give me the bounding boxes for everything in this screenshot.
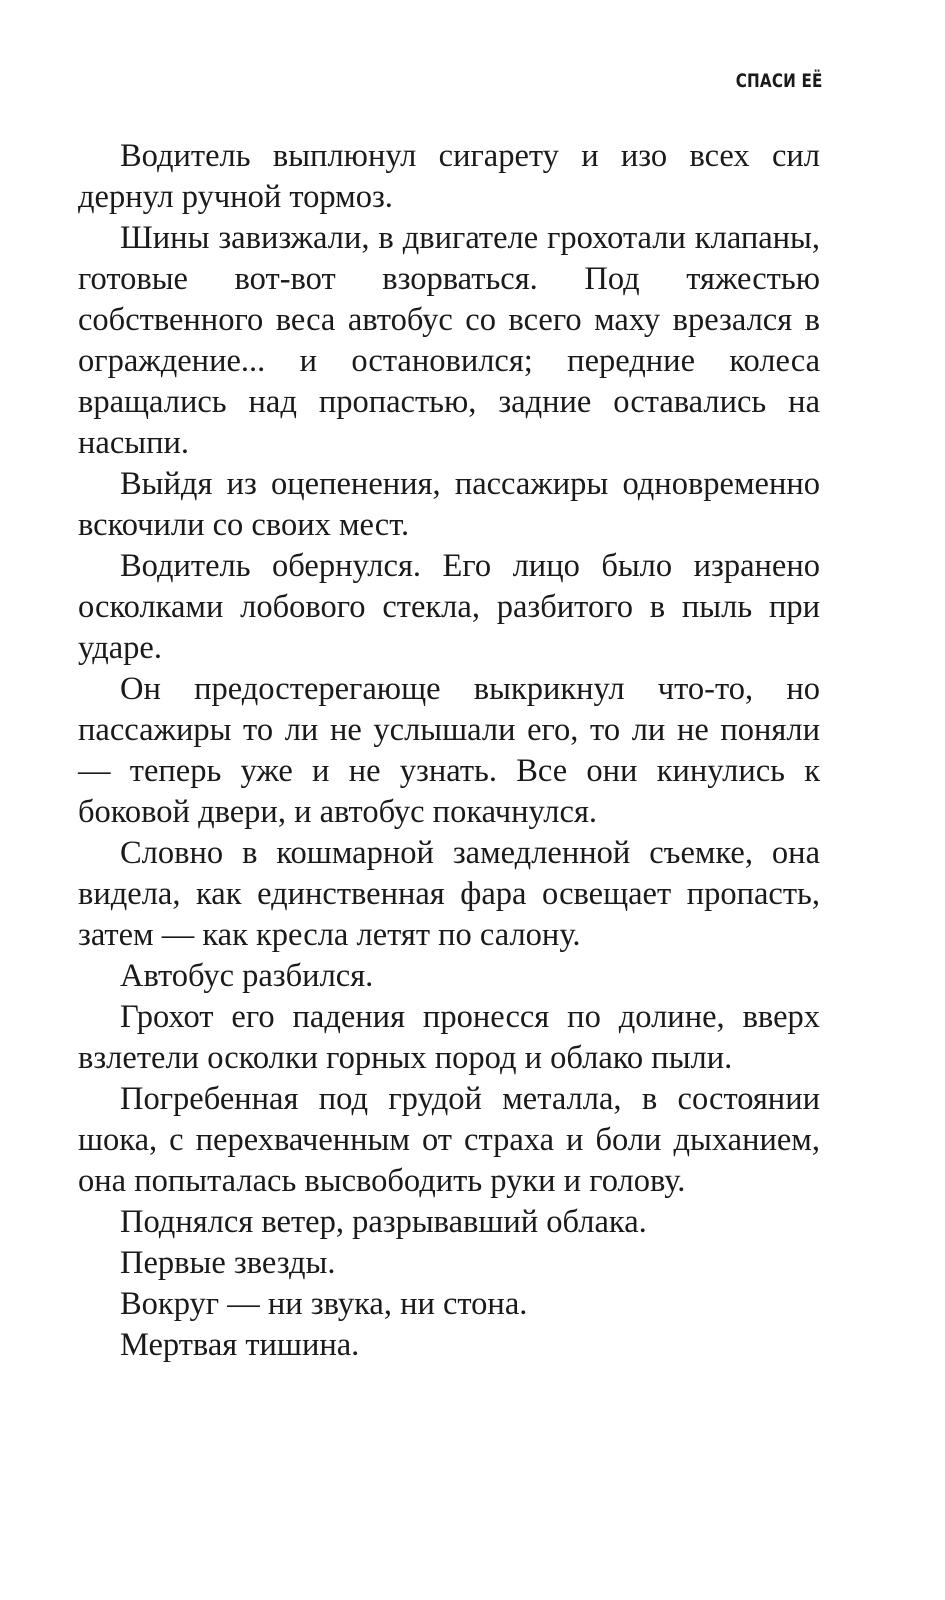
paragraph: Выйдя из оцепенения, пассажиры одновременно вскочили со своих мест. — [78, 466, 820, 543]
paragraph: Мертвая тишина. — [120, 1327, 360, 1363]
paragraph: Водитель обернулся. Его лицо было изранено осколками лобового стекла, разбитого в пыль при ударе. — [78, 548, 820, 666]
paragraph: Погребенная под грудой металла, в состоянии шока, с перехваченным от страха и боли дыханием, она попыталась высвободить руки и голову. — [78, 1081, 820, 1199]
paragraph: Вокруг — ни звука, ни стона. — [120, 1286, 528, 1322]
paragraph: Шины завизжали, в двигателе грохотали клапаны, готовые вот-вот взорваться. Под тяжестью собственного веса автобус со всего маху врезался в ограждение... и остановился; передние колеса вращались над пропастью, задние оставались на насыпи. — [78, 220, 820, 461]
body-text — [78, 136, 820, 1366]
paragraph: Словно в кошмарной замедленной съемке, она видела, как единственная фара освещает пропасть, затем — как кресла летят по салону. — [78, 835, 820, 953]
paragraph: Автобус разбился. — [120, 958, 374, 994]
paragraph: Первые звезды. — [120, 1245, 336, 1281]
paragraph: Грохот его падения пронесся по долине, вверх взлетели осколки горных пород и облако пыли. — [78, 999, 820, 1076]
paragraph: Поднялся ветер, разрывавший облака. — [120, 1204, 647, 1240]
running-header: СПАСИ ЕЁ — [736, 70, 823, 92]
paragraph: Он предостерегающе выкрикнул что-то, но пассажиры то ли не услышали его, то ли не поняли — теперь уже и не узнать. Все они кинулись к боковой двери, и автобус покачнулся. — [78, 671, 820, 830]
paragraph: Водитель выплюнул сигарету и изо всех сил дернул ручной тормоз. — [78, 138, 820, 215]
